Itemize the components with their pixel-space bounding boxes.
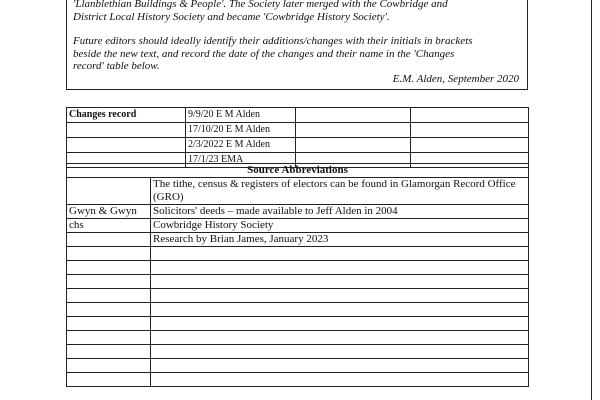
abbr-cell [67, 345, 151, 359]
abbr-cell [67, 303, 151, 317]
source-text-cell [151, 275, 529, 289]
source-text-cell: Research by Brian James, January 2023 [151, 233, 529, 247]
intro-para2-line-2: beside the new text, and record the date of the changes and their name in the 'Changes [73, 47, 455, 60]
source-text-cell: The tithe, census & registers of electors can be found in Glamorgan Record Office (GRO) [151, 178, 529, 205]
intro-line-1: 'Llanblethian Buildings & People'. The Society later merged with the Cowbridge and [73, 0, 448, 10]
source-abbreviations-table [66, 163, 529, 387]
source-text-cell [151, 331, 529, 345]
table-cell [411, 138, 529, 153]
table-cell [411, 108, 529, 123]
abbr-cell: Gwyn & Gwyn [67, 205, 151, 219]
table-cell [67, 138, 186, 153]
abbr-cell [67, 359, 151, 373]
abbr-cell [67, 233, 151, 247]
change-entry: 2/3/2022 E M Alden [186, 138, 296, 153]
table-cell [67, 123, 186, 138]
table-row [67, 331, 529, 345]
abbr-cell [67, 275, 151, 289]
table-row [67, 178, 529, 205]
abbr-cell [67, 317, 151, 331]
table-row [67, 219, 529, 233]
intro-para2-line-3: record' table below. [73, 60, 160, 72]
source-text-cell: Solicitors' deeds – made available to Jeff Alden in 2004 [151, 205, 529, 219]
table-row [67, 373, 529, 387]
table-row [67, 247, 529, 261]
source-text-cell [151, 303, 529, 317]
table-cell [296, 138, 411, 153]
table-row [67, 289, 529, 303]
table-row [67, 275, 529, 289]
intro-para2-line-1: Future editors should ideally identify their additions/changes with their initials in brackets [73, 35, 473, 47]
intro-line-2: District Local History Society and became 'Cowbridge History Society'. [73, 10, 390, 23]
source-text-cell [151, 261, 529, 275]
abbr-cell [67, 261, 151, 275]
change-entry: 17/1/23 EMA [186, 153, 296, 168]
table-row [67, 205, 529, 219]
table-cell [296, 123, 411, 138]
change-entry: 17/10/20 E M Alden [186, 123, 296, 138]
table-cell [296, 108, 411, 123]
abbr-cell [67, 373, 151, 387]
abbr-cell: chs [67, 219, 151, 233]
source-text-cell [151, 345, 529, 359]
source-text-cell [151, 317, 529, 331]
table-row [67, 359, 529, 373]
table-row [67, 164, 529, 178]
abbr-cell [67, 247, 151, 261]
change-entry: 9/9/20 E M Alden [186, 108, 296, 123]
source-abbreviations-title: Source Abbreviations [67, 164, 529, 178]
editor-signature: E.M. Alden, September 2020 [392, 72, 519, 85]
abbr-cell [67, 178, 151, 205]
changes-record-table [66, 107, 529, 168]
source-text-cell [151, 289, 529, 303]
abbr-cell [67, 331, 151, 345]
table-row [67, 303, 529, 317]
table-row [67, 123, 529, 138]
source-text-cell [151, 373, 529, 387]
intro-text-box [66, 0, 528, 90]
table-row [67, 317, 529, 331]
source-text-cell: Cowbridge History Society [151, 219, 529, 233]
table-cell [411, 123, 529, 138]
table-row [67, 138, 529, 153]
table-row [67, 345, 529, 359]
page-edge [591, 0, 592, 400]
abbr-cell [67, 289, 151, 303]
table-row [67, 233, 529, 247]
table-row [67, 108, 529, 123]
table-row [67, 261, 529, 275]
source-text-cell [151, 247, 529, 261]
changes-record-label: Changes record [67, 108, 186, 123]
source-text-cell [151, 359, 529, 373]
